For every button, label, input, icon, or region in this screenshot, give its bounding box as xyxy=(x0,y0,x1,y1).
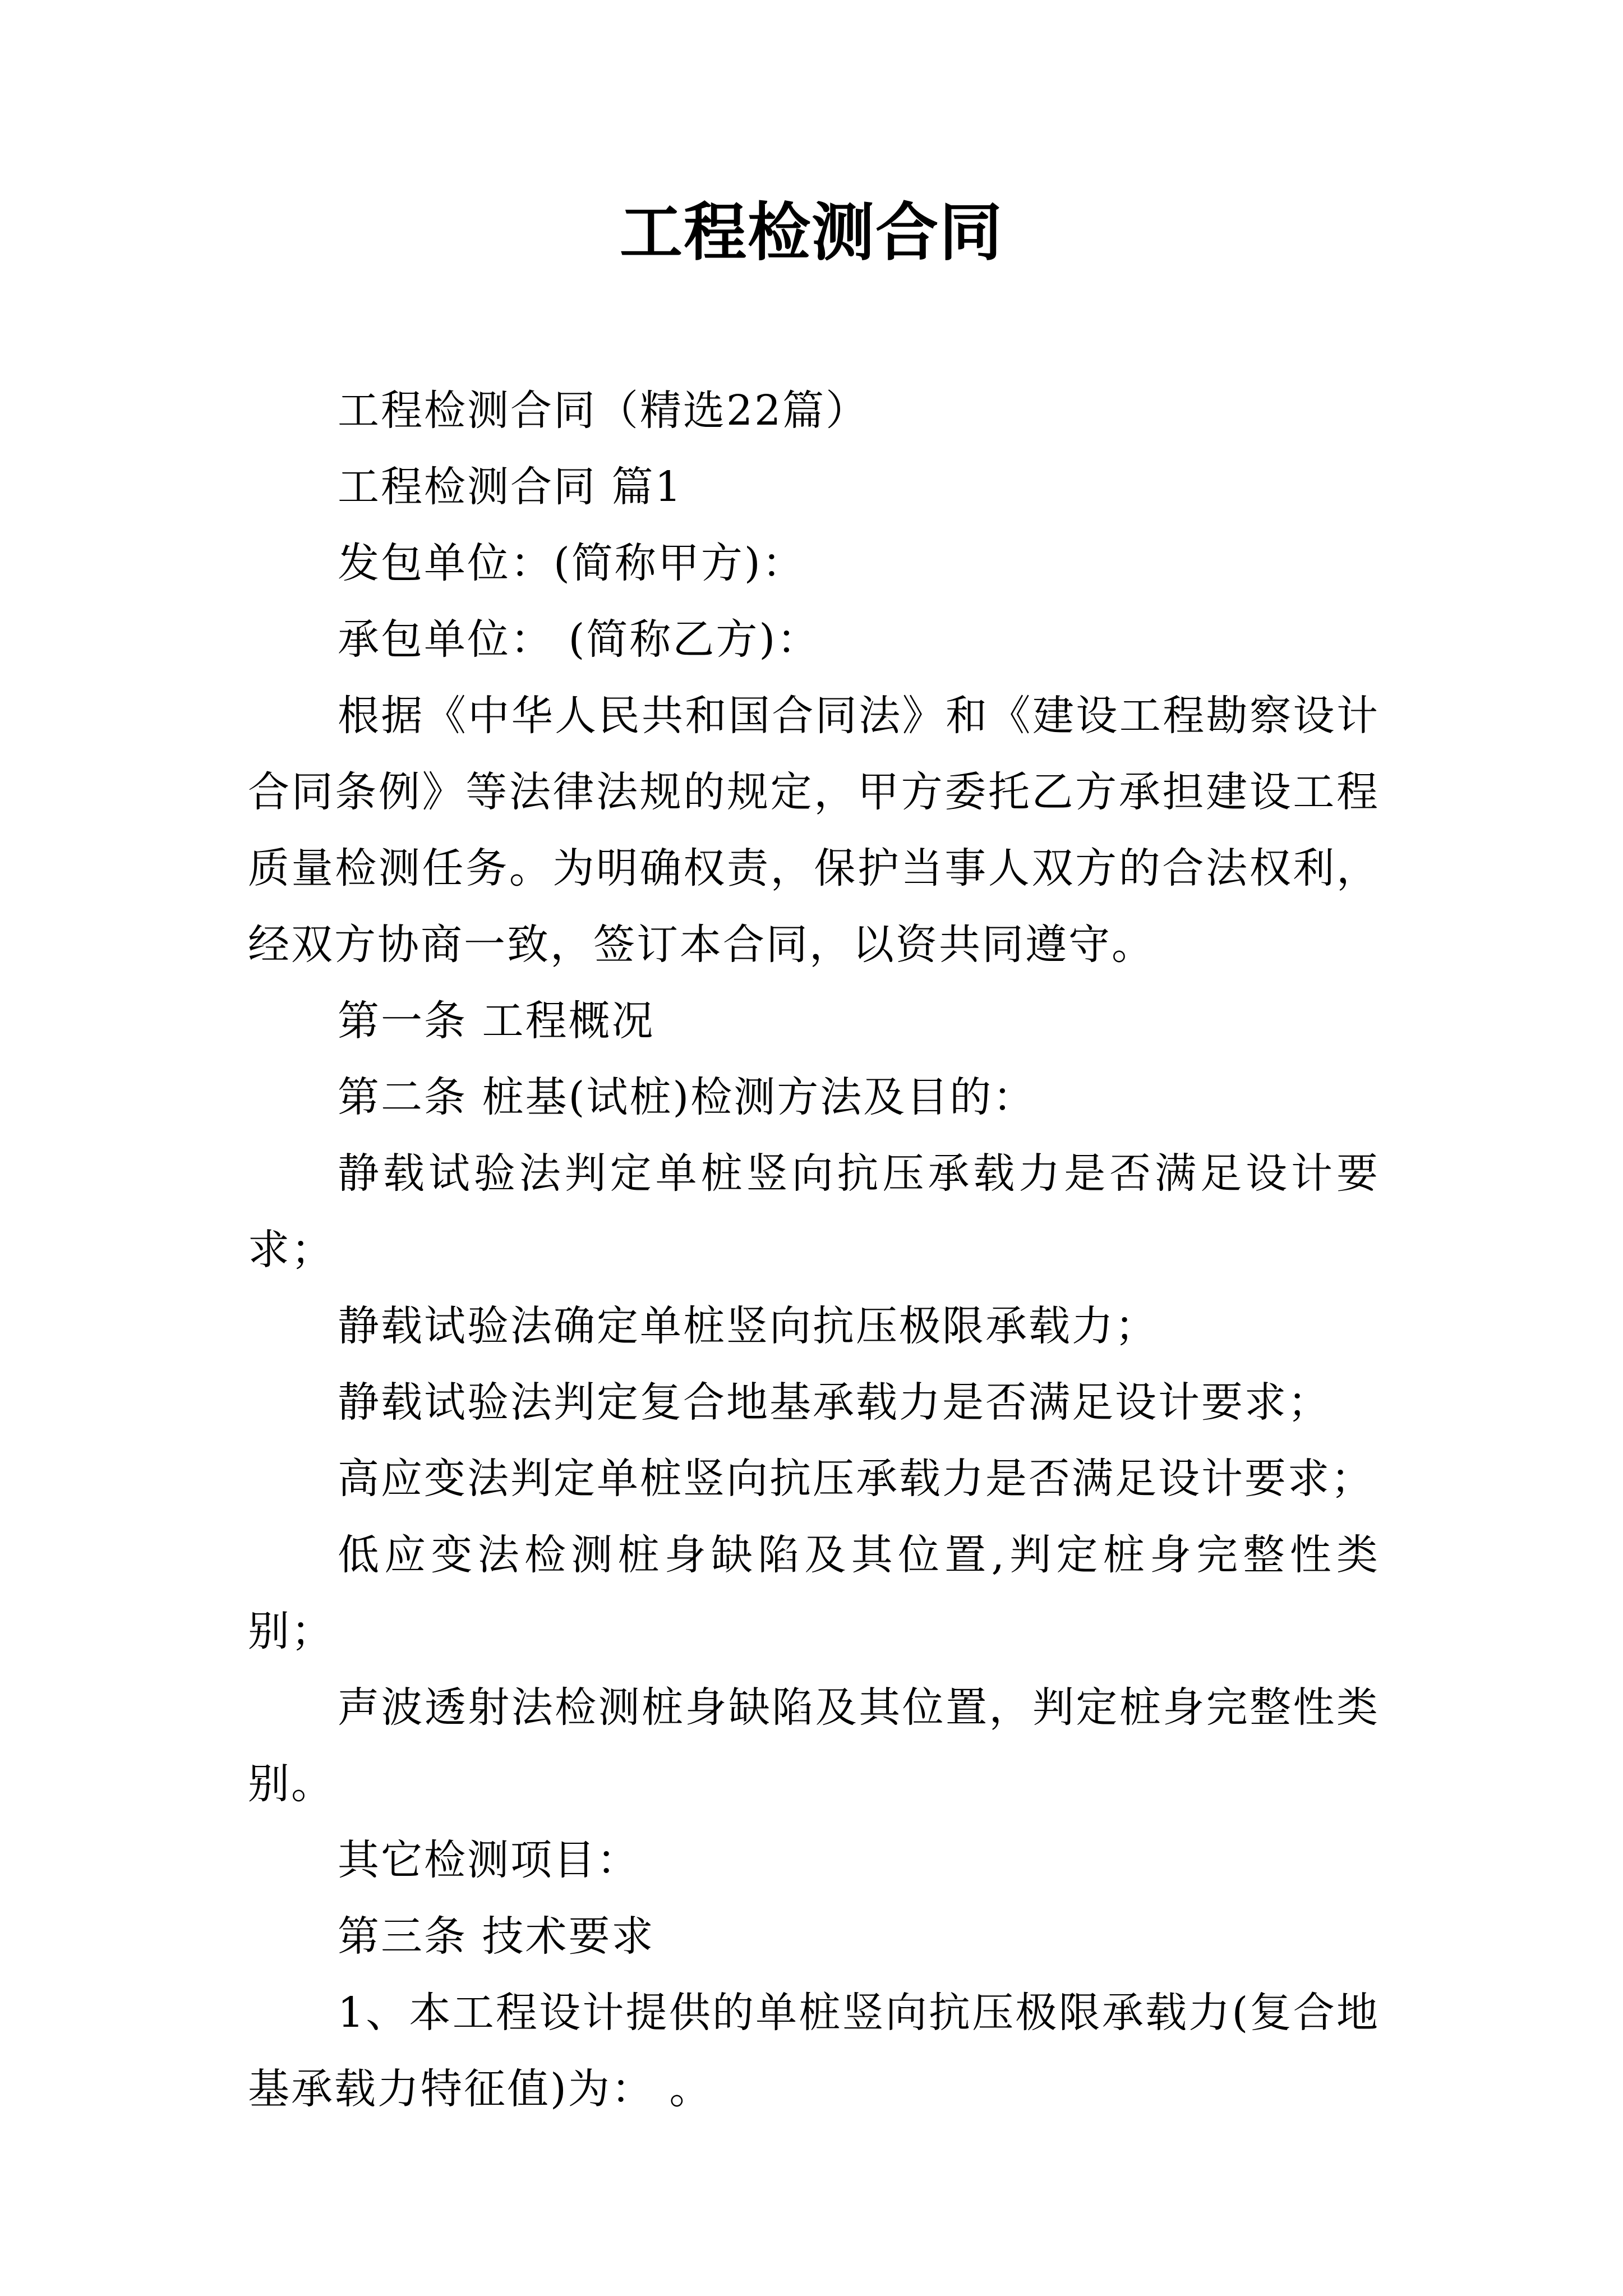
paragraph-subtitle: 工程检测合同（精选22篇） xyxy=(338,386,869,435)
paragraph-employer: 发包单位：(简称甲方)： xyxy=(338,539,805,587)
paragraph-article-2: 第二条 桩基(试桩)检测方法及目的： xyxy=(338,1073,1036,1121)
paragraph-preamble: 根据《中华人民共和国合同法》和《建设工程勘察设计合同条例》等法律法规的规定，甲方委托乙方承担建设工程质量检测任务。为明确权责，保护当事人双方的合法权利，经双方协商一致，签订本合同，以资共同遵守。 xyxy=(248,692,1380,969)
paragraph-other-items: 其它检测项目： xyxy=(338,1836,640,1884)
paragraph-method-6: 声波透射法检测桩身缺陷及其位置，判定桩身完整性类别。 xyxy=(248,1683,1380,1808)
document-body xyxy=(248,372,1380,2127)
document-title: 工程检测合同 xyxy=(620,196,1003,269)
paragraph-requirement-1: 1、本工程设计提供的单桩竖向抗压极限承载力(复合地基承载力特征值)为： 。 xyxy=(248,1989,1380,2113)
paragraph-article-1: 第一条 工程概况 xyxy=(338,997,655,1045)
paragraph-method-1: 静载试验法判定单桩竖向抗压承载力是否满足设计要求； xyxy=(248,1149,1380,1274)
paragraph-method-5: 低应变法检测桩身缺陷及其位置,判定桩身完整性类别； xyxy=(248,1531,1380,1655)
paragraph-section-heading: 工程检测合同 篇1 xyxy=(338,463,683,511)
paragraph-method-4: 高应变法判定单桩竖向抗压承载力是否满足设计要求； xyxy=(338,1455,1374,1503)
paragraph-method-3: 静载试验法判定复合地基承载力是否满足设计要求； xyxy=(338,1378,1331,1427)
paragraph-contractor: 承包单位： (简称乙方)： xyxy=(338,615,820,664)
paragraph-article-3: 第三条 技术要求 xyxy=(338,1912,655,1961)
paragraph-method-2: 静载试验法确定单桩竖向抗压极限承载力； xyxy=(338,1302,1158,1350)
